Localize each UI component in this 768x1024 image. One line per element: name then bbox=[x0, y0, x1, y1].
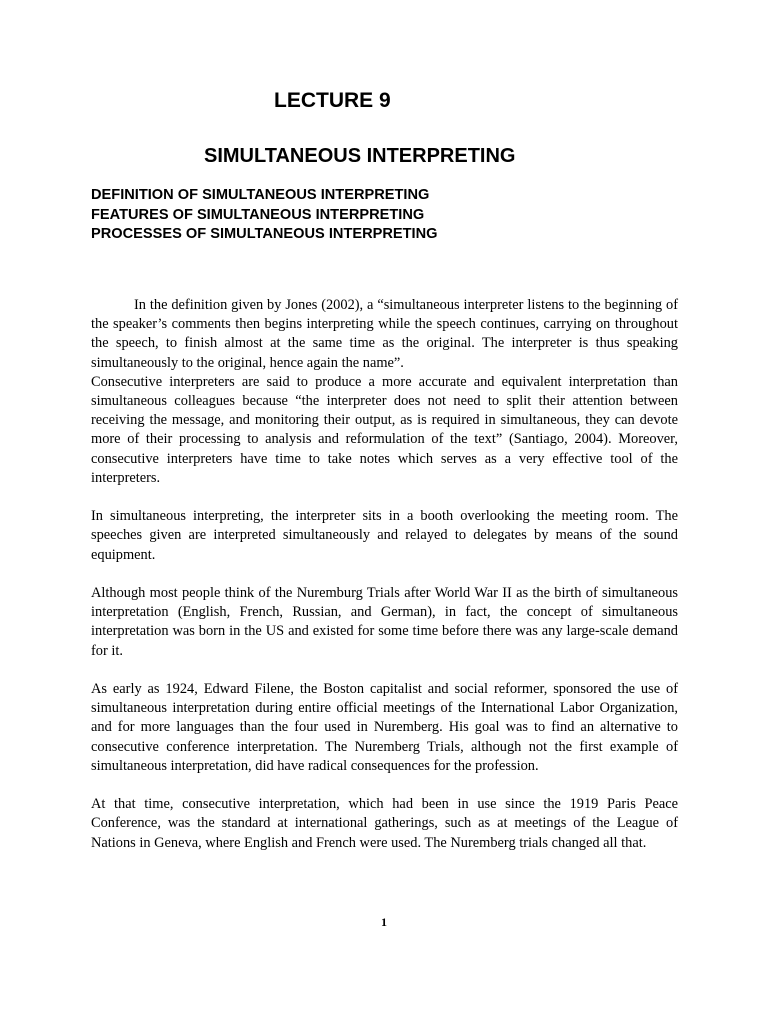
paragraph-filene: As early as 1924, Edward Filene, the Boston capitalist and social reformer, sponsored the use of simultaneous interpretation during entire official meetings of the International Labor Organization, and for more languages than the four used in Nuremberg. His goal was to find an alternative to consecutive conference interpretation. The Nuremberg Trials, although not the first example of simultaneous interpretation, did have radical consequences for the profession. bbox=[91, 681, 678, 774]
lecture-number: LECTURE 9 bbox=[274, 89, 391, 112]
body-text bbox=[91, 296, 678, 872]
paragraph-booth: In simultaneous interpreting, the interpreter sits in a booth overlooking the meeting room. The speeches given are interpreted simultaneously and relayed to delegates by means of the sound equipment. bbox=[91, 508, 678, 563]
lecture-title: SIMULTANEOUS INTERPRETING bbox=[204, 145, 516, 167]
topic-features: FEATURES OF SIMULTANEOUS INTERPRETING bbox=[91, 206, 425, 223]
paragraph-jones-definition: In the definition given by Jones (2002), a “simultaneous interpreter listens to the beginning of the speaker’s comments then begins interpreting while the speech continues, carrying on throughout the speech, to finish almost at the same time as the original. The interpreter is thus speaking simultaneously to the original, hence again the name”. bbox=[91, 297, 678, 371]
paragraph-consecutive-standard: At that time, consecutive interpretation, which had been in use since the 1919 Paris Peace Conference, was the standard at international gatherings, such as at meetings of the League of Nations in Geneva, where English and French were used. The Nuremberg trials changed all that. bbox=[91, 796, 678, 851]
page-number: 1 bbox=[381, 915, 387, 929]
paragraph-consecutive-interpreters: Consecutive interpreters are said to produce a more accurate and equivalent interpretation than simultaneous colleagues because “the interpreter does not need to split their attention between receiving the message, and monitoring their output, as is required in simultaneous, they can devote more of their processing to analysis and reformulation of the text” (Santiago, 2004). Moreover, consecutive interpreters have time to take notes which serves as a very effective tool of the interpreters. bbox=[91, 373, 678, 486]
topic-list bbox=[91, 186, 438, 245]
topic-definition: DEFINITION OF SIMULTANEOUS INTERPRETING bbox=[91, 187, 430, 203]
paragraph-nuremburg-origin: Although most people think of the Nuremburg Trials after World War II as the birth of simultaneous interpretation (English, French, Russian, and German), in fact, the concept of simultaneous interpretation was born in the US and existed for some time before there was any large-scale demand for it. bbox=[91, 585, 678, 659]
topic-processes: PROCESSES OF SIMULTANEOUS INTERPRETING bbox=[91, 226, 438, 242]
